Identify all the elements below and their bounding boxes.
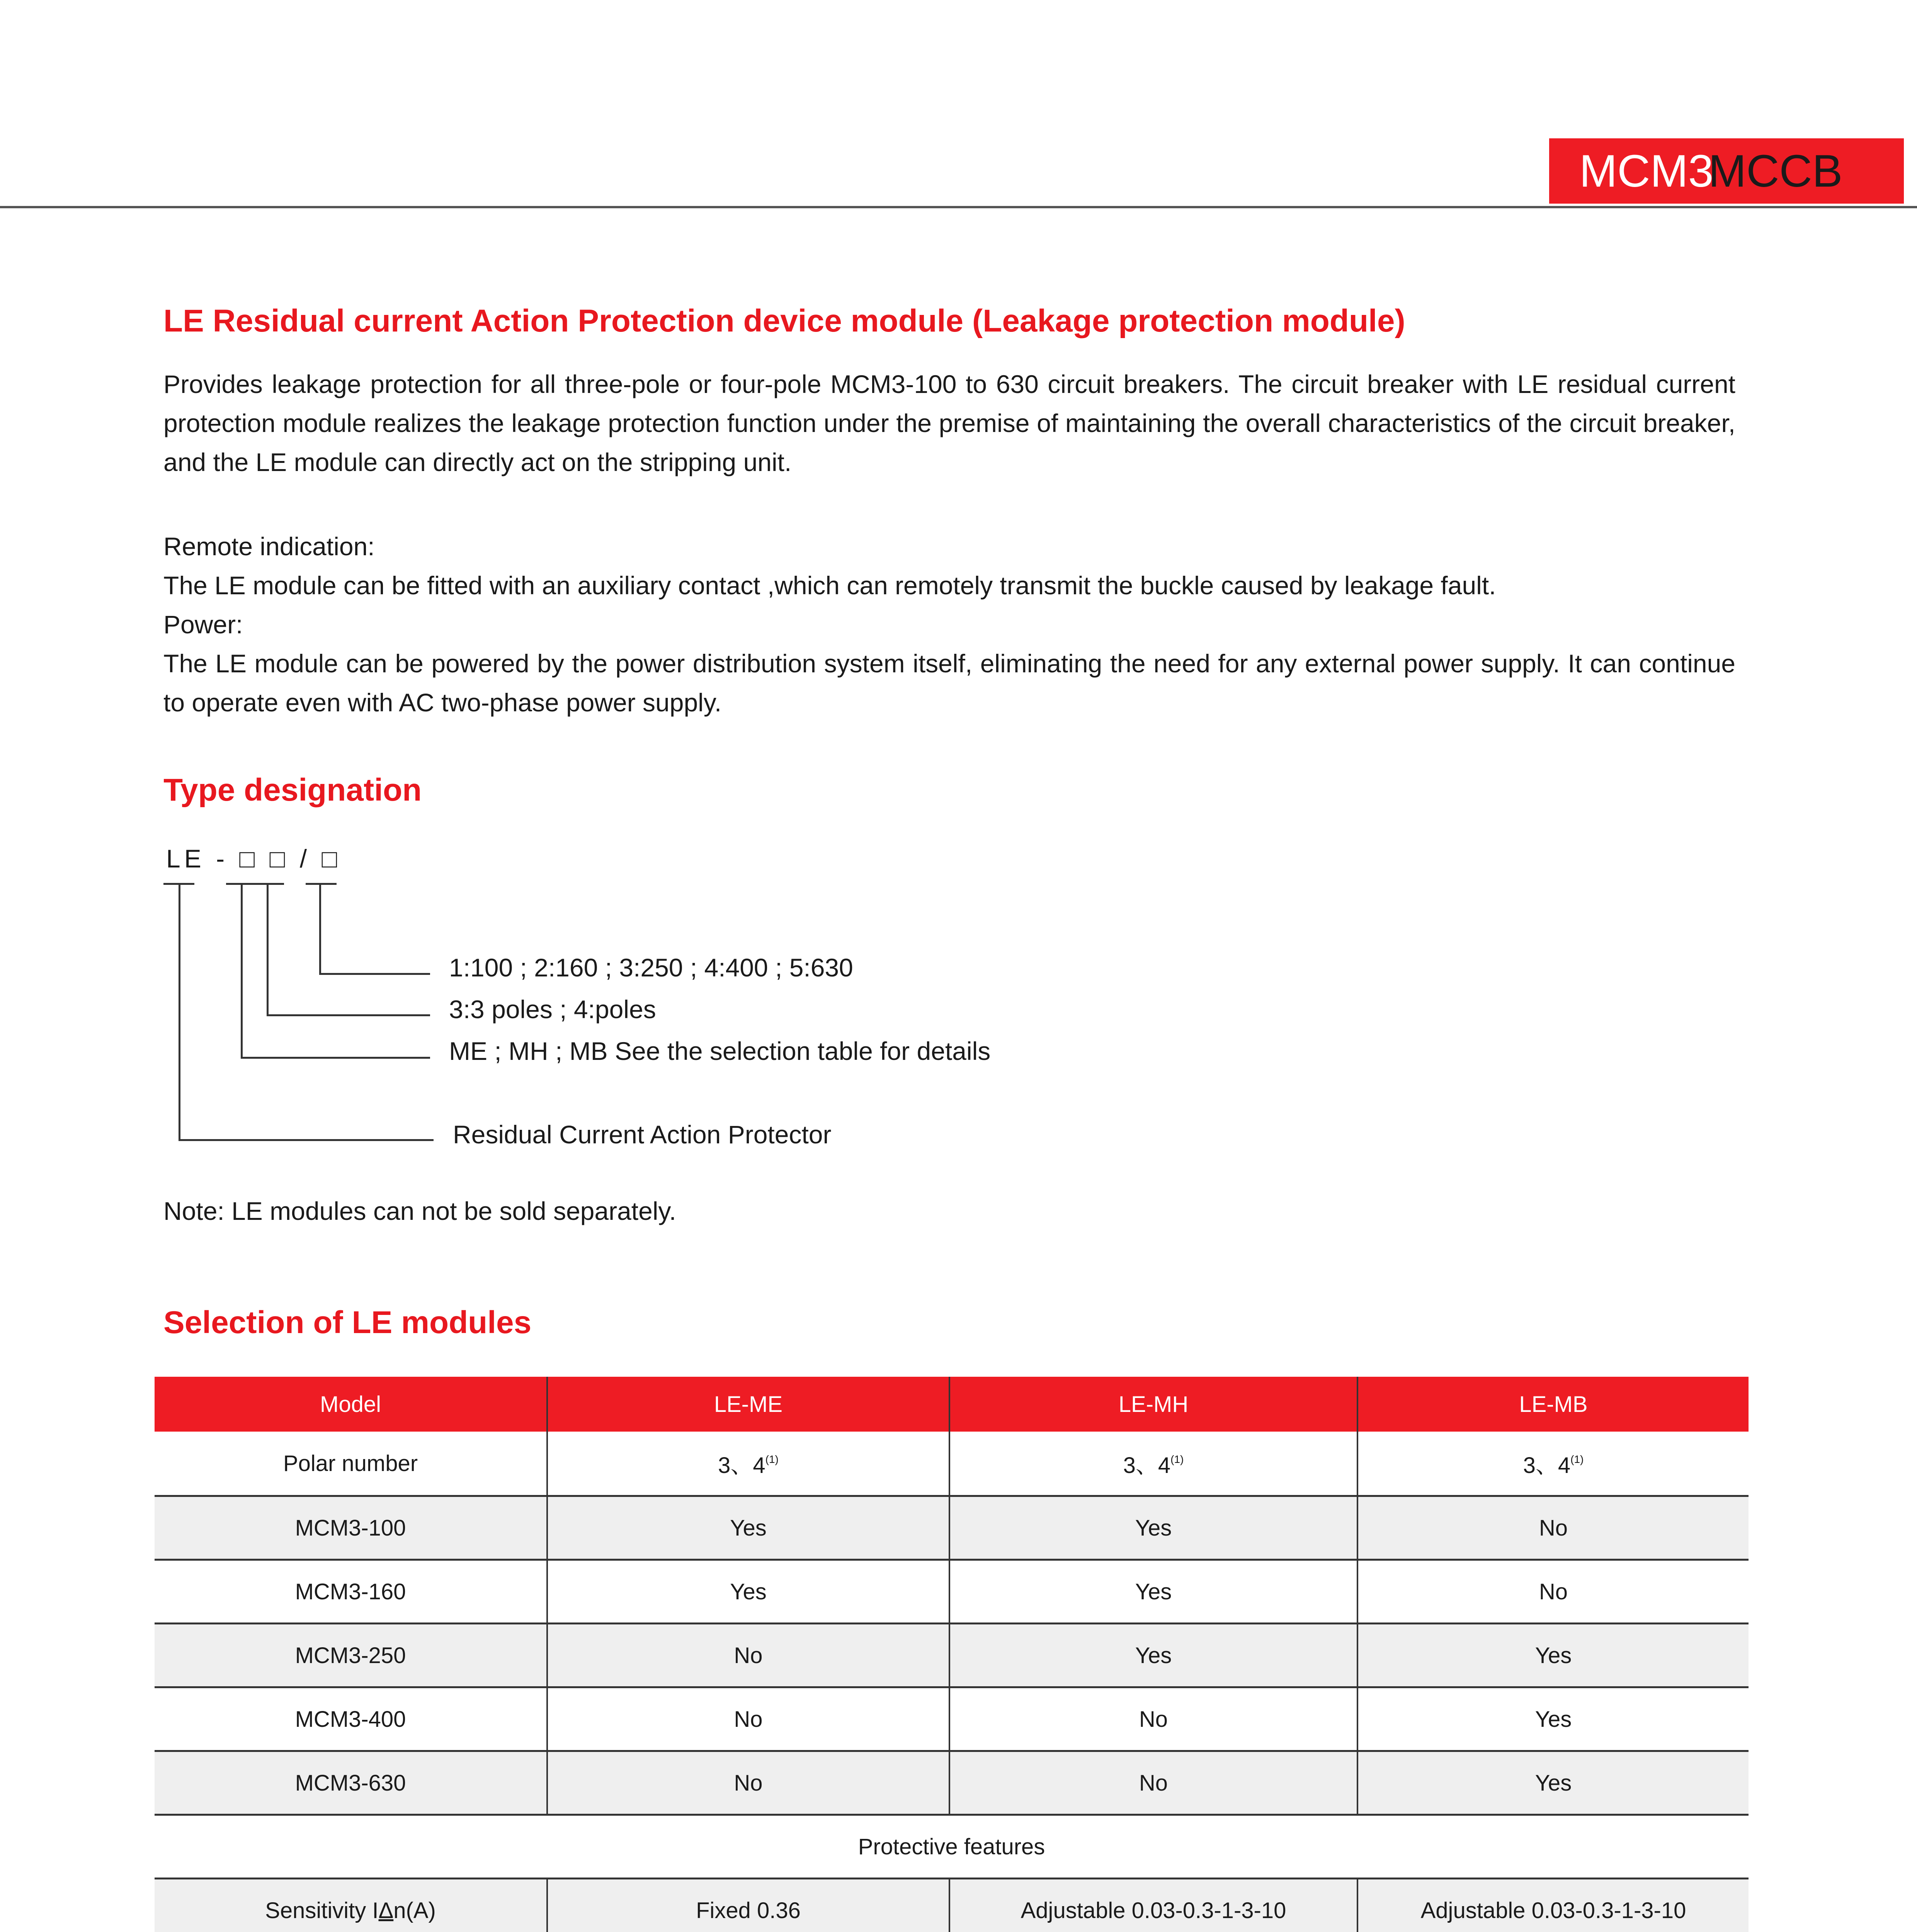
protective-features-label: Protective features — [155, 1815, 1749, 1879]
header-le-mh: LE-MH — [949, 1377, 1357, 1432]
type-code: LE - □ □ / □ — [166, 844, 341, 873]
cell-value: No — [547, 1687, 949, 1751]
cell-value: Yes — [547, 1560, 949, 1624]
cell-value: Adjustable 0.03-0.3-1-3-10 — [949, 1879, 1357, 1932]
cell-value: 3、4$^{(1)}$ — [1357, 1432, 1749, 1496]
table-row — [155, 1751, 1749, 1815]
product-badge — [1549, 138, 1904, 204]
cell-value: Yes — [547, 1496, 949, 1560]
table-header-row — [155, 1377, 1749, 1432]
legend-type: ME ; MH ; MB See the selection table for details — [449, 1037, 991, 1065]
cell-value: Yes — [1357, 1687, 1749, 1751]
cell-value: No — [547, 1751, 949, 1815]
cell-value: Yes — [1357, 1751, 1749, 1815]
cell-label: MCM3-250 — [155, 1624, 547, 1687]
table-row — [155, 1624, 1749, 1687]
cell-value: Yes — [1357, 1624, 1749, 1687]
selection-title: Selection of LE modules — [163, 1305, 532, 1340]
table-row — [155, 1496, 1749, 1560]
header-model: Model — [155, 1377, 547, 1432]
header-le-me: LE-ME — [547, 1377, 949, 1432]
cell-value: Yes — [949, 1496, 1357, 1560]
header-le-mb: LE-MB — [1357, 1377, 1749, 1432]
power-label: Power: — [163, 610, 243, 639]
intro-paragraph: Provides leakage protection for all three-pole or four-pole MCM3-100 to 630 circuit breakers. The circuit breaker with LE residual current protection module realizes the leakage protection function under the premise of maintaining the overall characteristics of the circuit breaker, and the LE module can directly act on the stripping unit. — [163, 370, 1735, 476]
cell-value: No — [1357, 1560, 1749, 1624]
legend-poles: 3:3 poles ; 4:poles — [449, 995, 656, 1024]
cell-value: No — [949, 1687, 1357, 1751]
cell-value: 3、4$^{(1)}$ — [547, 1432, 949, 1496]
table-row-polar — [155, 1432, 1749, 1496]
legend-rated-current: 1:100 ; 2:160 ; 3:250 ; 4:400 ; 5:630 — [449, 953, 853, 982]
table-row-sensitivity — [155, 1879, 1749, 1932]
selection-table — [155, 1377, 1749, 1932]
product-series: MCM3 — [1579, 146, 1714, 197]
cell-value: Yes — [949, 1624, 1357, 1687]
cell-label: MCM3-630 — [155, 1751, 547, 1815]
table-row — [155, 1687, 1749, 1751]
cell-value: 3、4$^{(1)}$ — [949, 1432, 1357, 1496]
cell-value: No — [547, 1624, 949, 1687]
cell-label: MCM3-400 — [155, 1687, 547, 1751]
cell-value: Fixed 0.36 — [547, 1879, 949, 1932]
type-designation-title: Type designation — [163, 772, 422, 808]
table-row-features-heading — [155, 1815, 1749, 1879]
section-title-le-module: LE Residual current Action Protection device module (Leakage protection module) — [163, 303, 1405, 338]
cell-label: MCM3-160 — [155, 1560, 547, 1624]
cell-value: Adjustable 0.03-0.3-1-3-10 — [1357, 1879, 1749, 1932]
type-note: Note: LE modules can not be sold separately. — [163, 1197, 676, 1225]
cell-label: MCM3-100 — [155, 1496, 547, 1560]
table-row — [155, 1560, 1749, 1624]
power-text: The LE module can be powered by the power distribution system itself, eliminating the need for any external power supply. It can continue to operate even with AC two-phase power supply. — [163, 649, 1735, 717]
cell-value: No — [949, 1751, 1357, 1815]
product-type: MCCB — [1708, 146, 1843, 197]
legend-protector: Residual Current Action Protector — [453, 1120, 832, 1149]
remote-indication-label: Remote indication: — [163, 532, 375, 561]
cell-value: Yes — [949, 1560, 1357, 1624]
cell-value: No — [1357, 1496, 1749, 1560]
cell-label: Polar number — [155, 1432, 547, 1496]
header-divider — [0, 206, 1917, 208]
remote-indication-text: The LE module can be fitted with an auxiliary contact ,which can remotely transmit the buckle caused by leakage fault. — [163, 571, 1496, 600]
cell-label: Sensitivity IΔn(A) — [155, 1879, 547, 1932]
